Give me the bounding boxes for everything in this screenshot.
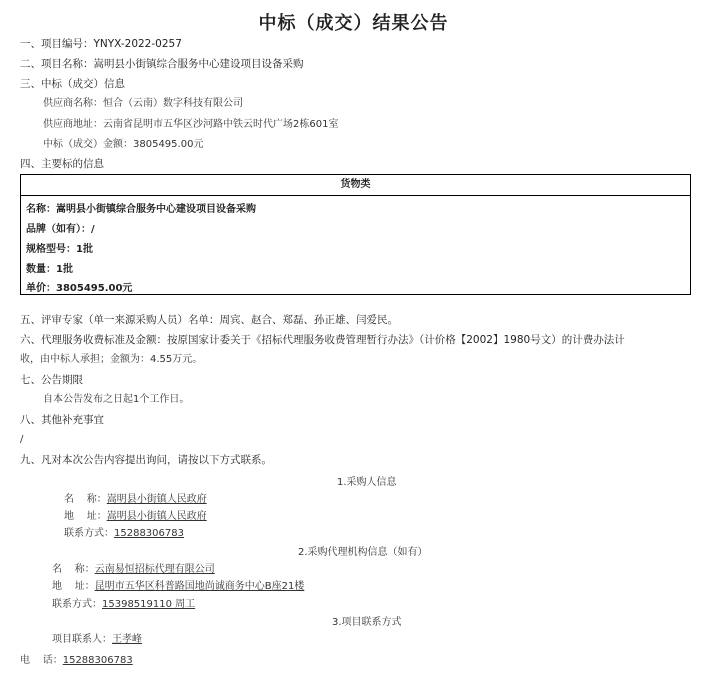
goods-row-brand: 品牌（如有）：/ [26, 224, 95, 235]
agency-phone-label: 联系方式： [52, 599, 102, 610]
contact-heading: 九、凡对本次公告内容提出询问，请按以下方式联系。 [20, 454, 272, 466]
agency-name-label: 名 称： [52, 564, 95, 575]
project-name-value: 嵩明县小街镇综合服务中心建设项目设备采购 [93, 58, 304, 70]
supplier-address-row [43, 118, 338, 132]
award-info-heading: 三、中标（成交）信息 [20, 78, 125, 90]
supplier-name-label: 供应商名称： [43, 98, 103, 109]
project-name-row [20, 57, 304, 71]
goods-table [20, 174, 691, 295]
agency-address-label: 地 址： [52, 581, 95, 592]
project-number-row [20, 37, 182, 51]
award-amount-row [43, 138, 203, 152]
goods-table-header: 货物类 [21, 175, 690, 196]
purchaser-address-row [64, 507, 207, 522]
agency-fee-line-2: 收，由中标人承担；金额为：4.55万元。 [20, 354, 203, 365]
notice-period-body: 自本公告发布之日起1个工作日。 [43, 394, 190, 405]
project-phone-label: 电 话： [20, 655, 63, 666]
project-number-value: YNYX-2022-0257 [93, 38, 182, 50]
other-matters-body: / [20, 434, 24, 445]
main-subject-heading: 四、主要标的信息 [20, 158, 104, 170]
agency-name-row [52, 560, 215, 575]
award-amount-label: 中标（成交）金额： [43, 139, 133, 150]
purchaser-address-label: 地 址： [64, 511, 107, 522]
purchaser-name-label: 名 称： [64, 494, 107, 505]
notice-period-heading: 七、公告期限 [20, 374, 83, 386]
project-number-label: 一、项目编号： [20, 38, 94, 50]
project-contact-heading: 3.项目联系方式 [332, 617, 402, 628]
agency-address-row [52, 577, 304, 592]
page-title: 中标（成交）结果公告 [258, 13, 449, 34]
goods-row-quantity: 数量：1批 [26, 264, 73, 275]
purchaser-phone-value: 15288306783 [114, 528, 184, 539]
agency-phone-value: 15398519110 周工 [102, 599, 196, 610]
goods-row-unit-price: 单价：3805495.00元 [26, 283, 133, 294]
agency-name-value: 云南易恒招标代理有限公司 [94, 564, 215, 575]
agency-phone-row [52, 595, 195, 610]
purchaser-address-value: 嵩明县小街镇人民政府 [106, 511, 207, 522]
purchaser-name-row [64, 490, 207, 505]
purchaser-name-value: 嵩明县小街镇人民政府 [106, 494, 207, 505]
supplier-address-value: 云南省昆明市五华区沙河路中铁云时代广场2栋601室 [103, 119, 339, 130]
goods-row-name: 名称：嵩明县小街镇综合服务中心建设项目设备采购 [26, 204, 256, 215]
award-amount-value: 3805495.00元 [133, 139, 204, 150]
project-contact-value: 王孝峰 [112, 634, 142, 645]
supplier-name-value: 恒合（云南）数字科技有限公司 [103, 98, 243, 109]
goods-row-spec: 规格型号：1批 [26, 244, 93, 255]
project-phone-row [20, 651, 133, 666]
supplier-address-label: 供应商地址： [43, 119, 103, 130]
project-phone-value: 15288306783 [62, 655, 133, 666]
project-contact-label: 项目联系人： [52, 634, 112, 645]
agency-info-heading: 2.采购代理机构信息（如有） [298, 547, 428, 558]
purchaser-phone-row [64, 524, 184, 539]
project-contact-row [52, 630, 142, 645]
project-name-label: 二、项目名称： [20, 58, 94, 70]
purchaser-info-heading: 1.采购人信息 [337, 477, 397, 488]
agency-address-value: 昆明市五华区科普路国地尚诚商务中心B座21楼 [94, 581, 305, 592]
supplier-name-row [43, 97, 243, 111]
other-matters-heading: 八、其他补充事宜 [20, 414, 104, 426]
purchaser-phone-label: 联系方式： [64, 528, 114, 539]
reviewer-list: 五、评审专家（单一来源采购人员）名单：周宾、赵合、郑磊、孙正雄、闫爱民。 [20, 314, 398, 326]
agency-fee-line-1: 六、代理服务收费标准及金额：按原国家计委关于《招标代理服务收费管理暂行办法》（计价格【2002】1980号文）的计费办法计 [20, 334, 625, 346]
